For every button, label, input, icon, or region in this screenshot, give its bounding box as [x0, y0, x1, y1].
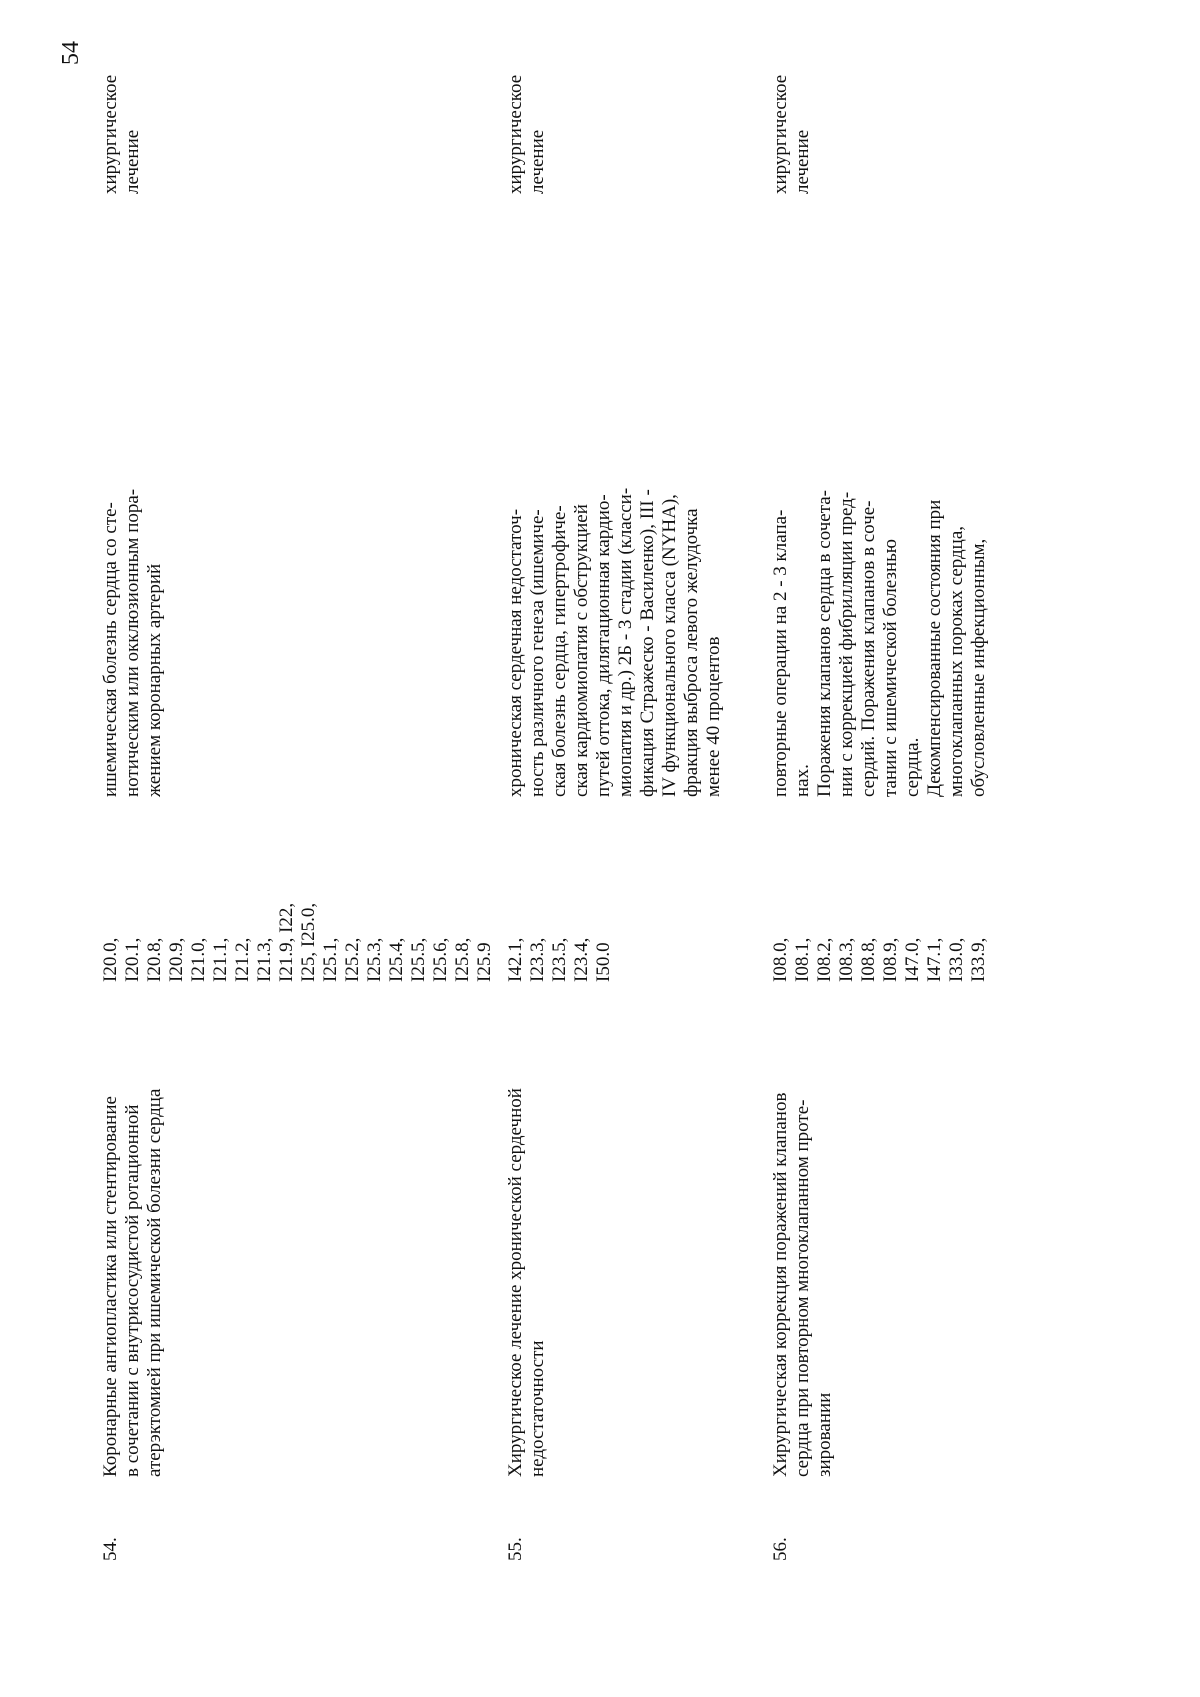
icd-codes: I20.0, I20.1, I20.8, I20.9, I21.0, I21.1, I21.2, I21.3, I21.9, I22, I25, I25.0, I25.1, I25.2, I25.3, I25.4, I25.5, I25.6, I25.8, I25.9: [100, 902, 495, 982]
icd-codes: I42.1, I23.3, I23.5, I23.4, I50.0: [505, 937, 614, 982]
patient-model: повторные операции на 2 - 3 клапа- нах. Поражения клапанов сердца в сочета- нии с коррекцией фибрилляции пред- сердий. Поражения клапанов в соче- тании с ишемической болезнью сердца. Декомпенсированные состояния при многоклапанных пороках сердца, обусловленные инфекционным,: [770, 490, 989, 797]
patient-model: ишемическая болезнь сердца со сте- нотическим или окклюзионным пора- жением коронарных артерий: [100, 488, 165, 797]
icd-codes: I08.0, I08.1, I08.2, I08.3, I08.8, I08.9, I47.0, I47.1, I33.0, I33.9,: [770, 937, 989, 982]
care-type-name: Коронарные ангиопластика или стентирование в сочетании с внутрисосудистой ротационной атерэктомией при ишемической болезни сердца: [100, 1088, 165, 1477]
patient-model: хроническая сердечная недостаточ- ность различного генеза (ишемиче- ская болезнь сердца, гипертрофиче- ская кардиомиопатия с обструкцией путей оттока, дилятационная кардио- миопатия и др.) 2Б - 3 стадии (класси- фикация Стражеско - Василенко), III - IV функционального класса (NYHA), фракция выброса левого желудочка менее 40 процентов: [505, 487, 724, 797]
treatment-type: хирургическое лечение: [770, 74, 813, 194]
row-number: 55.: [505, 1537, 526, 1561]
care-type-name: Хирургическая коррекция поражений клапанов сердца при повторном многоклапанном проте- зировании: [770, 1092, 835, 1477]
row-number: 54.: [100, 1537, 121, 1561]
treatment-type: хирургическое лечение: [505, 74, 548, 194]
row-number: 56.: [770, 1537, 791, 1561]
page-number: 54: [58, 41, 84, 65]
treatment-type: хирургическое лечение: [100, 74, 143, 194]
care-type-name: Хирургическое лечение хронической сердечной недостаточности: [505, 1088, 548, 1477]
